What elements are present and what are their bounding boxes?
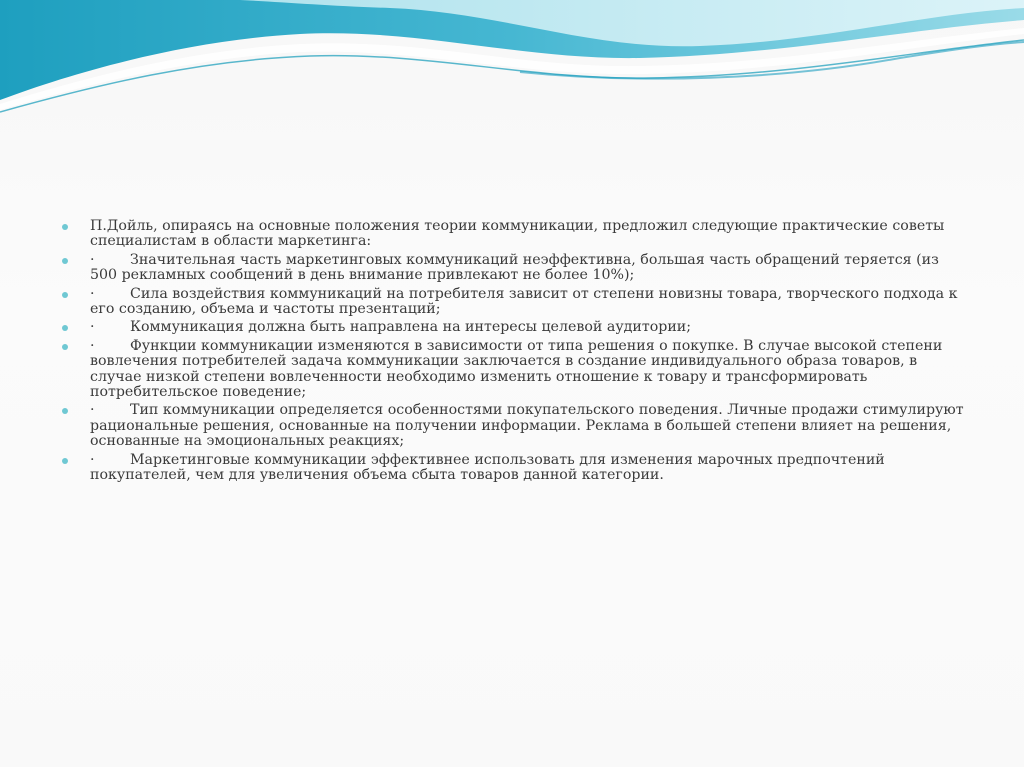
list-item: [62, 320, 967, 335]
list-item: [62, 287, 967, 318]
item-marker: ·: [90, 285, 95, 302]
item-marker: ·: [90, 337, 95, 354]
bullet-dot-icon: [62, 344, 68, 350]
bullet-dot-icon: [62, 292, 68, 298]
header-wave-decoration: [0, 0, 1024, 140]
item-text: Тип коммуникации определяется особенностями покупательского поведения. Личные продажи стимулируют рациональные решения, основанные на получении информации. Реклама в большей степени влияет на решения, основанные на эмоциональных реакциях;: [90, 402, 964, 450]
list-item: [62, 339, 967, 401]
item-marker: ·: [90, 251, 95, 268]
item-text: П.Дойль, опираясь на основные положения теории коммуникации, предложил следующие практические советы специалистам в области маркетинга:: [90, 218, 945, 250]
list-item: [62, 219, 967, 250]
bullet-dot-icon: [62, 258, 68, 264]
item-marker: ·: [90, 402, 95, 419]
bullet-dot-icon: [62, 224, 68, 230]
item-marker: ·: [90, 451, 95, 468]
item-marker: ·: [90, 319, 95, 336]
item-text: Маркетинговые коммуникации эффективнее использовать для изменения марочных предпочтений покупателей, чем для увеличения объема сбыта товаров данной категории.: [90, 451, 885, 484]
bullet-list: [62, 219, 967, 484]
item-text: Сила воздействия коммуникаций на потребителя зависит от степени новизны товара, творческого подхода к его созданию, объема и частоты презентаций;: [90, 285, 958, 318]
list-item: [62, 453, 967, 484]
bullet-dot-icon: [62, 325, 68, 331]
bullet-dot-icon: [62, 408, 68, 414]
slide-body: [62, 219, 967, 487]
item-text: Значительная часть маркетинговых коммуникаций неэффективна, большая часть обращений теряется (из 500 рекламных сообщений в день внимание привлекают не более 10%);: [90, 251, 939, 284]
bullet-dot-icon: [62, 458, 68, 464]
list-item: [62, 403, 967, 449]
item-text: Функции коммуникации изменяются в зависимости от типа решения о покупке. В случае высокой степени вовлечения потребителей задача коммуникации заключается в создание индивидуального образа товаров, в случае низкой степени вовлеченности необходимо изменить отношение к товару и трансформировать потребительское поведение;: [90, 337, 943, 401]
list-item: [62, 253, 967, 284]
item-text: Коммуникация должна быть направлена на интересы целевой аудитории;: [130, 319, 692, 336]
